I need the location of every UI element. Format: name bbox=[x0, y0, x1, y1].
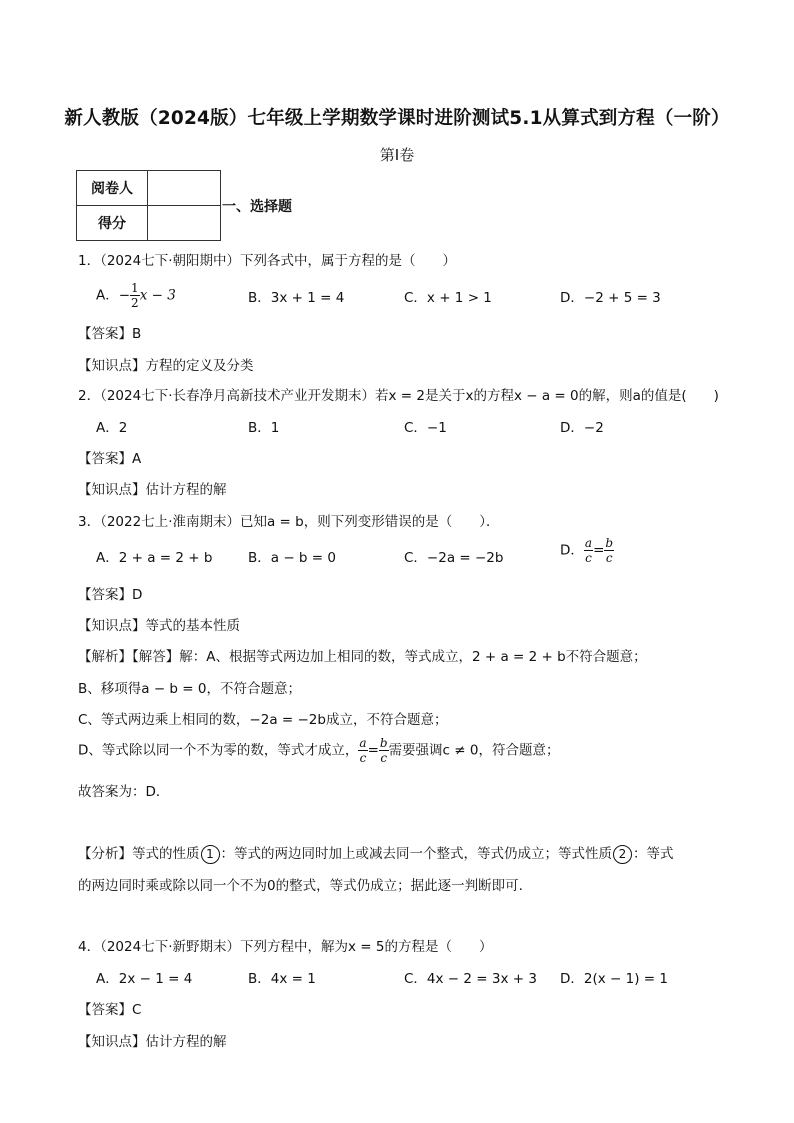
reviewer-cell bbox=[148, 171, 221, 206]
q3-option-d-label: D． bbox=[560, 542, 584, 559]
q1-option-d: D．−2 + 5 = 3 bbox=[560, 290, 661, 306]
circled-one-icon: 1 bbox=[201, 845, 220, 864]
score-label: 得分 bbox=[77, 206, 148, 241]
score-cell bbox=[148, 206, 221, 241]
q1-option-a bbox=[96, 282, 176, 309]
q4-option-b: B．4x = 1 bbox=[248, 971, 316, 987]
fraction-denominator: c bbox=[380, 751, 388, 765]
q3-knowledge-point: 【知识点】等式的基本性质 bbox=[78, 618, 240, 634]
fenxi-text: 【分析】等式的性质 bbox=[78, 846, 200, 862]
q3-option-c: C．−2a = −2b bbox=[404, 550, 504, 566]
q4-option-a: A．2x − 1 = 4 bbox=[96, 971, 193, 987]
fenxi-text: ：等式 bbox=[633, 846, 674, 862]
q1-knowledge-point: 【知识点】方程的定义及分类 bbox=[78, 358, 254, 374]
q3-option-d bbox=[560, 537, 614, 564]
q1-option-b: B．3x + 1 = 4 bbox=[248, 290, 345, 306]
fraction-a-over-c bbox=[584, 537, 593, 564]
q3-analysis-line-4 bbox=[78, 737, 559, 764]
q2-knowledge-point: 【知识点】估计方程的解 bbox=[78, 482, 227, 498]
volume-label: 第Ⅰ卷 bbox=[379, 146, 415, 164]
section-heading: 一、选择题 bbox=[222, 199, 292, 215]
fraction-numerator: a bbox=[584, 536, 593, 550]
fraction-numerator: b bbox=[605, 536, 614, 550]
q2-answer: 【答案】A bbox=[78, 451, 142, 467]
equals-sign: = bbox=[367, 742, 379, 759]
question-2-stem: 2．（2024七下·长春净月高新技术产业开发期末）若x = 2是关于x的方程x − a = 0的解，则a的值是( ) bbox=[78, 388, 719, 404]
grader-table bbox=[76, 170, 221, 241]
q3-analysis-conclusion: 故答案为：D． bbox=[78, 784, 170, 800]
q3-analysis-line-3: C、等式两边乘上相同的数，−2a = −2b成立，不符合题意； bbox=[78, 712, 448, 728]
fenxi-text: ：等式的两边同时加上或减去同一个整式，等式仍成立；等式性质 bbox=[220, 846, 612, 862]
question-3-stem: 3．（2022七上·淮南期末）已知a = b，则下列变形错误的是（ ）． bbox=[78, 514, 500, 530]
fraction-a-over-c bbox=[358, 737, 367, 764]
fraction-denominator: c bbox=[585, 551, 592, 565]
q2-option-c: C．−1 bbox=[404, 420, 447, 436]
circled-two-icon: 2 bbox=[613, 845, 632, 864]
q4-answer: 【答案】C bbox=[78, 1002, 142, 1018]
fraction-b-over-c bbox=[379, 737, 389, 764]
analysis-text: D、等式除以同一个不为零的数，等式才成立， bbox=[78, 742, 359, 759]
q2-option-d: D．−2 bbox=[560, 420, 604, 436]
fraction-denominator: c bbox=[605, 551, 613, 565]
document-title: 新人教版（2024版）七年级上学期数学课时进阶测试5.1从算式到方程（一阶） bbox=[64, 108, 730, 129]
q1-option-c: C．x + 1 > 1 bbox=[404, 290, 492, 306]
fraction-numerator: 1 bbox=[131, 281, 139, 295]
q3-option-a: A．2 + a = 2 + b bbox=[96, 550, 213, 566]
q3-analysis-line-2: B、移项得a − b = 0，不符合题意； bbox=[78, 681, 301, 697]
fraction-numerator: a bbox=[359, 736, 367, 750]
q2-option-a: A．2 bbox=[96, 420, 128, 436]
q1-option-a-fraction bbox=[130, 282, 140, 309]
fraction-denominator: c bbox=[359, 751, 367, 765]
question-4-stem: 4．（2024七下·新野期末）下列方程中，解为x = 5的方程是（ ） bbox=[78, 939, 493, 955]
q3-fenxi-line-2: 的两边同时乘或除以同一个不为0的整式，等式仍成立；据此逐一判断即可. bbox=[78, 878, 523, 894]
analysis-text: 需要强调c ≠ 0，符合题意； bbox=[388, 742, 560, 759]
q3-answer: 【答案】D bbox=[78, 587, 143, 603]
q3-analysis-line-1: 【解析】【解答】解：A、根据等式两边加上相同的数，等式成立，2 + a = 2 + b不符合题意； bbox=[78, 649, 647, 665]
equals-sign: = bbox=[593, 542, 605, 559]
q4-option-c: C．4x − 2 = 3x + 3 bbox=[404, 971, 537, 987]
q1-option-a-rest: x − 3 bbox=[139, 287, 176, 304]
q3-option-b: B．a − b = 0 bbox=[248, 550, 336, 566]
fraction-denominator: 2 bbox=[131, 296, 139, 310]
q1-option-a-label: A．− bbox=[96, 287, 131, 304]
reviewer-label: 阅卷人 bbox=[77, 171, 148, 206]
q4-knowledge-point: 【知识点】估计方程的解 bbox=[78, 1034, 227, 1050]
q4-option-d: D．2(x − 1) = 1 bbox=[560, 971, 668, 987]
fraction-numerator: b bbox=[379, 736, 388, 750]
question-1-stem: 1．（2024七下·朝阳期中）下列各式中，属于方程的是（ ） bbox=[78, 253, 456, 269]
q1-answer: 【答案】B bbox=[78, 326, 142, 342]
q2-option-b: B．1 bbox=[248, 420, 280, 436]
fraction-b-over-c bbox=[604, 537, 614, 564]
q3-fenxi-line-1 bbox=[78, 842, 674, 864]
